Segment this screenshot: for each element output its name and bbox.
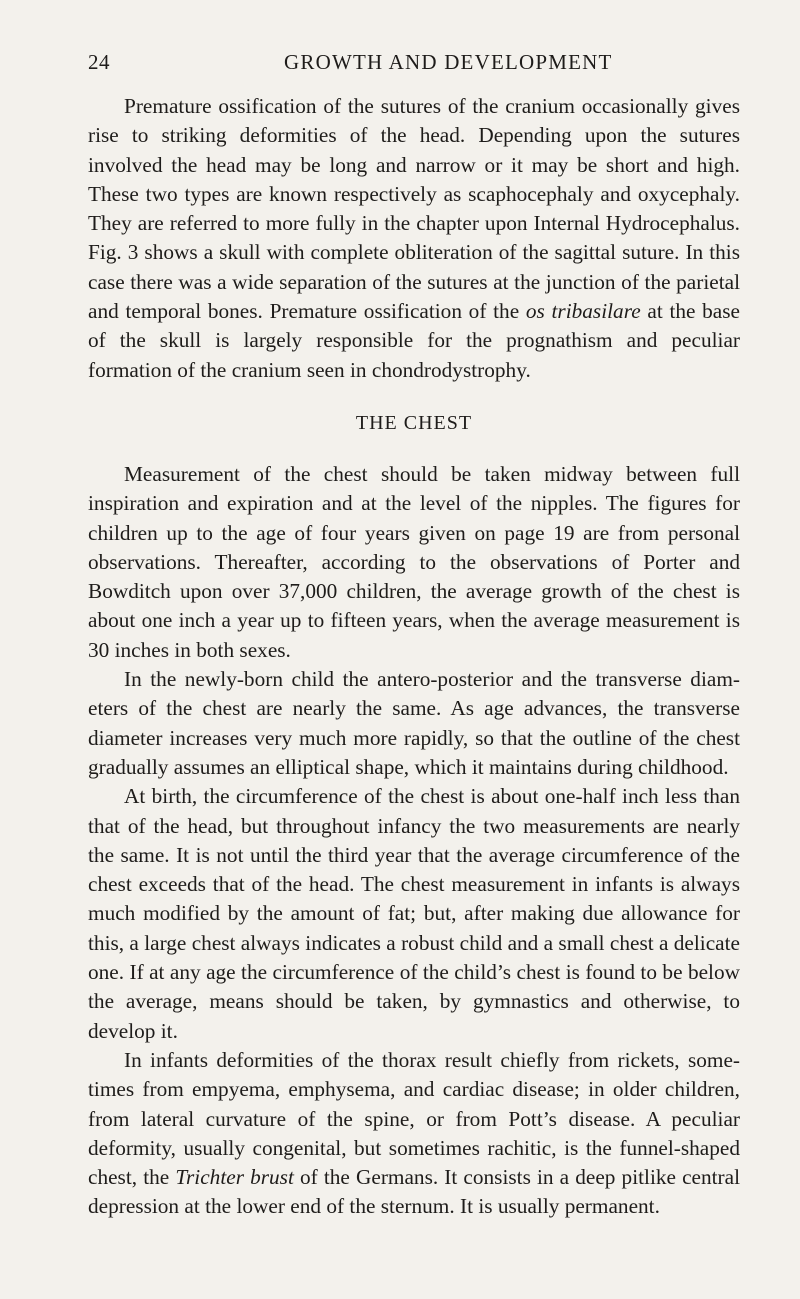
text-run: Premature ossification of the sutures of the cranium occasionally gives rise to striking deformities of the head. Depending upon the sutures involved the head may be long and narrow or it may be short and high. These two types are known respectively as scaphocephaly and oxycephaly. They are referred to more fully in the chapter upon Internal Hydrocephalus. Fig. 3 shows a skull with complete obliteration of the sagittal suture. In this case there was a wide separation of the sutures at the junction of the parietal and temporal bones. Premature ossification of the [88, 94, 740, 324]
paragraph-chest-diameters: In the newly-born child the antero-posterior and the transverse diameters of the chest are nearly the same. As age advances, the transverse diameter increases very much more rapidly, so that the outline of the chest gradually assumes an elliptical shape, which it maintains during childhood. [88, 667, 740, 779]
paragraph-chest-circumference: At birth, the circumference of the chest is about one-half inch less than that of the head, but throughout infancy the two measurements are nearly the same. It is not until the third year that the average circumference of the chest exceeds that of the head. The chest measurement in infants is always much modified by the amount of fat; but, after making due allowance for this, a large chest always indicates a robust child and a small chest a delicate one. If at any age the circumference of the child’s chest is found to be below the average, means should be taken, by gymnastics and otherwise, to develop it. [88, 784, 740, 1043]
paragraph-chest-measurement: Measurement of the chest should be taken midway between full inspiration and expiration and at the level of the nipples. The figures for children up to the age of four years given on page 19 are from personal observations. Thereafter, according to the observations of Porter and Bowditch upon over 37,000 children, the average growth of the chest is about one inch a year up to fifteen years, when the average measurement is 30 inches in both sexes. [88, 461, 740, 662]
paragraph-thorax-deformities [88, 1046, 740, 1222]
text-run: In infants deformities of the thorax result chiefly from rickets, sometimes from empyema, emphysema, and cardiac disease; in older children, from lateral curvature of the spine, or from Pott’s disease. A peculiar deformity, usually congenital, but sometimes rachitic, is the funnel-shaped chest, the [88, 1047, 740, 1190]
italic-term-trichter-brust: Trichter brust [175, 1165, 294, 1190]
italic-term-os-tribasilare: os tribasilare [525, 299, 641, 324]
page-header [88, 50, 732, 76]
section-heading-the-chest: THE CHEST [355, 411, 473, 434]
body-text [88, 92, 740, 1222]
running-title: GROWTH AND DEVELOPMENT [284, 50, 613, 74]
page-number: 24 [88, 50, 110, 74]
text-run: of the Germans. It consists in a deep pitlike central depression at the lower end of the sternum. It is usually permanent. [88, 1165, 741, 1219]
text-run: at the base of the skull is largely responsible for the prognathism and peculiar formation of the cranium seen in chondrodystrophy. [88, 299, 741, 382]
paragraph-cranium-ossification [88, 92, 740, 385]
